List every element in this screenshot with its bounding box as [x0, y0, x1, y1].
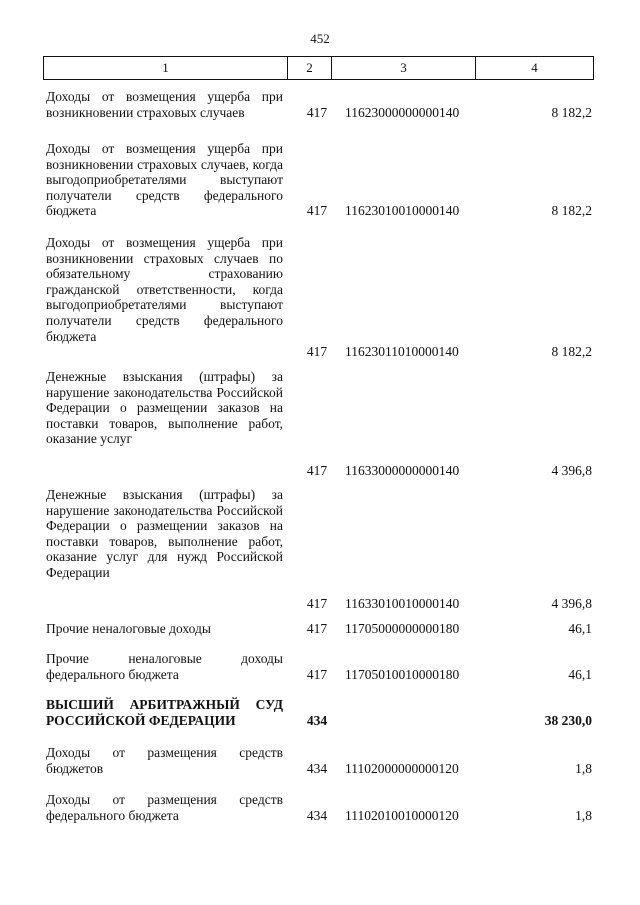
row-kbk-code: 11623000000000140 — [345, 104, 460, 120]
row-admin-code: 417 — [306, 596, 328, 612]
column-header-1: 1 — [44, 57, 288, 80]
row-admin-code: 417 — [306, 203, 328, 219]
row-name: Денежные взыскания (штрафы) за нарушение законодательства Российской Федерации о размещении заказов на поставки товаров, выполнение работ, оказание услуг — [46, 369, 283, 447]
row-amount: 46,1 — [568, 666, 592, 682]
row-kbk-code: 11633000000000140 — [345, 462, 460, 478]
row-admin-code: 434 — [306, 712, 328, 728]
row-kbk-code: 11705010010000180 — [345, 666, 460, 682]
row-admin-code: 417 — [306, 344, 328, 360]
row-name: Доходы от размещения средств федерального бюджета — [46, 792, 283, 823]
row-amount: 38 230,0 — [544, 712, 592, 728]
row-amount: 46,1 — [568, 621, 592, 636]
row-kbk-code: 11623011010000140 — [345, 344, 459, 360]
row-admin-code: 417 — [306, 462, 328, 478]
page-number: 452 — [310, 31, 330, 46]
column-header-4: 4 — [476, 57, 594, 80]
row-amount: 1,8 — [575, 760, 592, 776]
row-admin-code: 417 — [306, 621, 328, 636]
row-admin-code: 434 — [306, 760, 328, 776]
row-name: Доходы от размещения средств бюджетов — [46, 745, 283, 776]
row-amount: 8 182,2 — [551, 104, 592, 120]
row-amount: 8 182,2 — [551, 344, 592, 360]
row-name: Прочие неналоговые доходы — [46, 621, 211, 636]
row-amount: 1,8 — [575, 807, 592, 823]
row-kbk-code: 11102010010000120 — [345, 807, 459, 823]
row-kbk-code: 11705000000000180 — [345, 621, 460, 636]
row-amount: 4 396,8 — [551, 596, 592, 612]
row-name: ВЫСШИЙ АРБИТРАЖНЫЙ СУД РОССИЙСКОЙ ФЕДЕРАЦИИ — [46, 697, 283, 728]
row-amount: 4 396,8 — [551, 462, 592, 478]
row-kbk-code: 11102000000000120 — [345, 760, 459, 776]
row-name: Доходы от возмещения ущерба при возникновении страховых случаев — [46, 89, 283, 120]
row-admin-code: 417 — [306, 666, 328, 682]
row-name: Денежные взыскания (штрафы) за нарушение законодательства Российской Федерации о размещении заказов на поставки товаров, выполнение работ, оказание услуг для нужд Российской Федерации — [46, 487, 283, 580]
row-kbk-code: 11633010010000140 — [345, 596, 460, 612]
row-kbk-code: 11623010010000140 — [345, 203, 460, 219]
row-name: Доходы от возмещения ущерба при возникновении страховых случаев, когда выгодоприобретателями выступают получатели средств федерального бюджета — [46, 141, 283, 219]
row-amount: 8 182,2 — [551, 203, 592, 219]
column-header-table — [43, 56, 594, 80]
row-admin-code: 417 — [306, 104, 328, 120]
row-name: Прочие неналоговые доходы федерального бюджета — [46, 651, 283, 682]
row-admin-code: 434 — [306, 807, 328, 823]
column-header-2: 2 — [288, 57, 332, 80]
row-name: Доходы от возмещения ущерба при возникновении страховых случаев по обязательному страхованию гражданской ответственности, когда выгодоприобретателями выступают получатели средств федерального бюджета — [46, 235, 283, 344]
column-header-row — [44, 57, 594, 80]
column-header-3: 3 — [332, 57, 476, 80]
